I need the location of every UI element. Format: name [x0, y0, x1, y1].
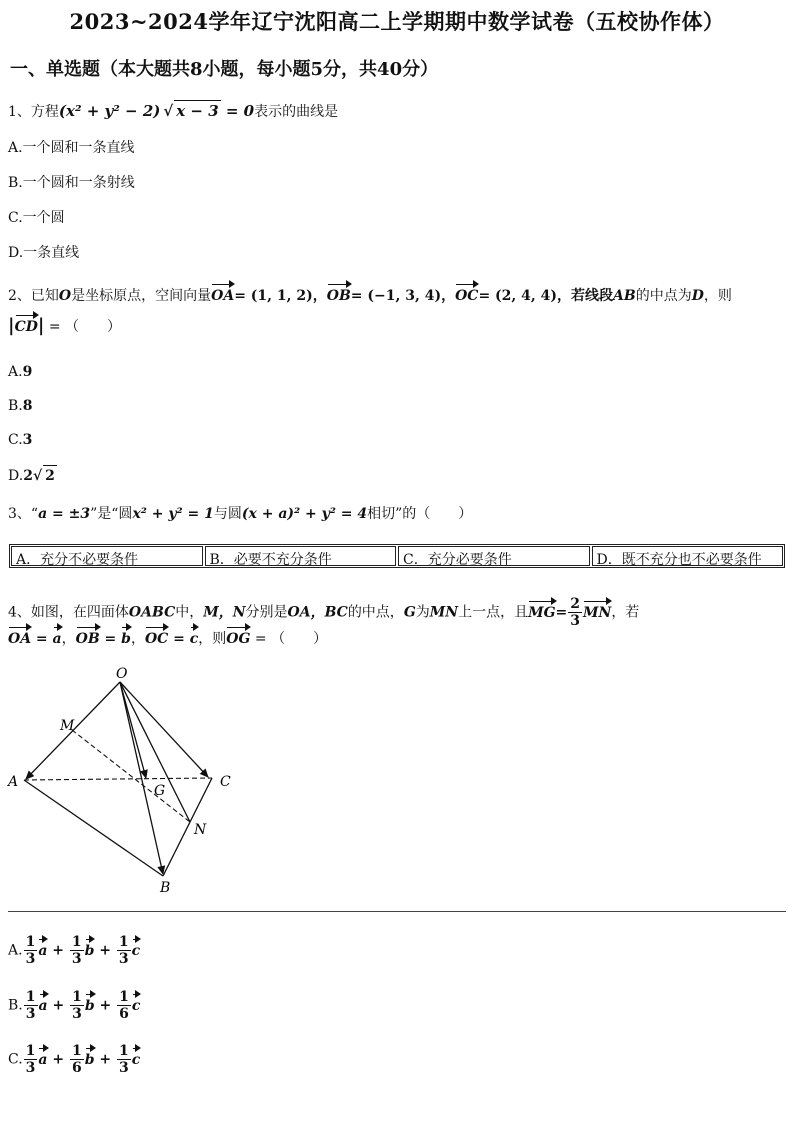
q1-option-b[interactable]: B.一个圆和一条射线 — [8, 175, 135, 191]
q4-text-6: ，若 — [611, 604, 640, 621]
q2-text-2: 的中点为 — [635, 288, 692, 304]
q2-prefix: 2、已知 — [8, 288, 59, 304]
section-heading: 一、单选题（本大题共8小题，每小题5分，共40分） — [10, 59, 439, 80]
q4-line2-tail: ，则 — [198, 631, 227, 647]
label-o: O — [116, 666, 128, 682]
vector-cd: CD — [14, 319, 38, 335]
q4-text-2: 分别是 — [245, 604, 288, 621]
edge-o-b — [120, 682, 166, 874]
q3-circle-1: x² + y² = 1 — [132, 506, 214, 522]
q2-ob-value: = (−1, 3, 4)， — [350, 288, 456, 304]
q2-var-ab: AB — [613, 288, 636, 304]
vector-oc: OC — [455, 288, 479, 304]
label-b: B — [160, 880, 171, 896]
q2-option-c[interactable]: C.3 — [8, 432, 33, 448]
q4-option-c[interactable]: C. $\frac{1}{3}$ a + $\frac{1}{6}$ b + $\frac{1}{3}$ c — [8, 1043, 141, 1076]
question-3 — [8, 504, 472, 524]
q3-condition: a = ±3 — [38, 506, 91, 522]
q2-text-3: ，则 — [703, 288, 732, 304]
question-2 — [8, 286, 732, 306]
question-4 — [8, 596, 639, 629]
label-a: A — [8, 774, 19, 790]
vector-oa-2: OA — [8, 631, 32, 647]
q4-mn-2: MN — [429, 604, 459, 621]
q4-oabc: OABC — [128, 604, 176, 621]
q1-option-c[interactable]: C.一个圆 — [8, 210, 65, 226]
q3-prefix: 3、“ — [8, 506, 39, 522]
page-title: 2023~2024学年辽宁沈阳高二上学期期中数学试卷（五校协作体） — [69, 9, 725, 34]
q4-text-3: 的中点， — [347, 604, 404, 621]
q1-option-d[interactable]: D.一条直线 — [8, 245, 80, 261]
vector-mn: MN — [583, 604, 612, 621]
q4-option-b[interactable]: B. $\frac{1}{3}$ a + $\frac{1}{3}$ b + $\frac{1}{6}$ c — [8, 989, 141, 1022]
label-m: M — [60, 718, 75, 734]
q2-tail: = （ ） — [48, 319, 122, 335]
divider — [8, 911, 786, 912]
q2-var-d: D — [691, 288, 704, 304]
q2-var-o: O — [58, 288, 72, 304]
q1-equation: (x² + y² − 2) √ x − 3 = 0 — [58, 102, 255, 120]
q4-oa-bc: OA，BC — [287, 604, 348, 621]
q3-options-table — [9, 544, 785, 568]
q1-option-a[interactable]: A.一个圆和一条直线 — [8, 140, 135, 156]
edge-o-n — [120, 682, 190, 822]
vector-c: c — [189, 631, 199, 647]
q4-prefix: 4、如图，在四面体 — [8, 604, 129, 621]
tetrahedron-figure — [0, 660, 260, 900]
edge-a-b — [24, 780, 166, 876]
q4-g: G — [403, 604, 416, 621]
vector-oa: OA — [211, 288, 235, 304]
q2-option-d[interactable]: D.2√ 2 — [8, 465, 57, 486]
q2-option-a[interactable]: A.9 — [8, 364, 33, 380]
q3-mid-2: 与圆 — [213, 506, 242, 522]
q4-tail: = （ ） — [254, 631, 328, 647]
vector-mg: MG — [528, 604, 556, 621]
label-g: G — [154, 783, 166, 799]
vector-oc-2: OC — [144, 631, 169, 647]
q3-mid-1: ”是“圆 — [90, 506, 133, 522]
q2-oc-value: = (2, 4, 4)，若线段 — [478, 288, 614, 304]
q4-eq: = — [555, 604, 568, 621]
vector-ob-2: OB — [75, 631, 100, 647]
q4-option-a[interactable]: A. $\frac{1}{3}$ a + $\frac{1}{3}$ b + $\frac{1}{3}$ c — [8, 934, 141, 967]
vector-b: b — [121, 631, 131, 647]
q3-option-c[interactable]: C．充分必要条件 — [398, 546, 590, 566]
q4-text-1: 中， — [175, 604, 204, 621]
q3-option-b[interactable]: B．必要不充分条件 — [205, 546, 397, 566]
q1-suffix: 表示的曲线是 — [254, 104, 339, 120]
q3-option-a[interactable]: A．充分不必要条件 — [11, 546, 203, 566]
segment-m-n-dashed — [72, 730, 190, 822]
vector-a: a — [52, 631, 62, 647]
edge-a-c-dashed — [24, 778, 212, 780]
q3-suffix: 相切”的（ ） — [367, 506, 473, 522]
vector-ob: OB — [326, 288, 351, 304]
q2-option-b[interactable]: B.8 — [8, 398, 33, 414]
question-1 — [8, 100, 338, 122]
question-4-line2: OA = a，OB = b，OC = c，则OG = （ ） — [8, 631, 328, 647]
q4-mn: M，N — [203, 604, 246, 621]
q3-circle-2: (x + a)² + y² = 4 — [241, 506, 368, 522]
q1-prefix: 1、方程 — [8, 104, 59, 120]
q4-text-4: 为 — [415, 604, 430, 621]
q3-option-d[interactable]: D．既不充分也不必要条件 — [592, 546, 784, 566]
label-n: N — [194, 822, 207, 838]
q4-text-5: 上一点，且 — [458, 604, 529, 621]
label-c: C — [220, 774, 231, 790]
vector-og: OG — [226, 631, 251, 647]
question-2-line2: |CD| = （ ） — [8, 315, 122, 336]
fraction-two-thirds: $\frac{2}{3}$ — [570, 596, 581, 629]
q2-text-1: 是坐标原点，空间向量 — [71, 288, 212, 304]
q2-oa-value: = (1, 1, 2)， — [234, 288, 327, 304]
